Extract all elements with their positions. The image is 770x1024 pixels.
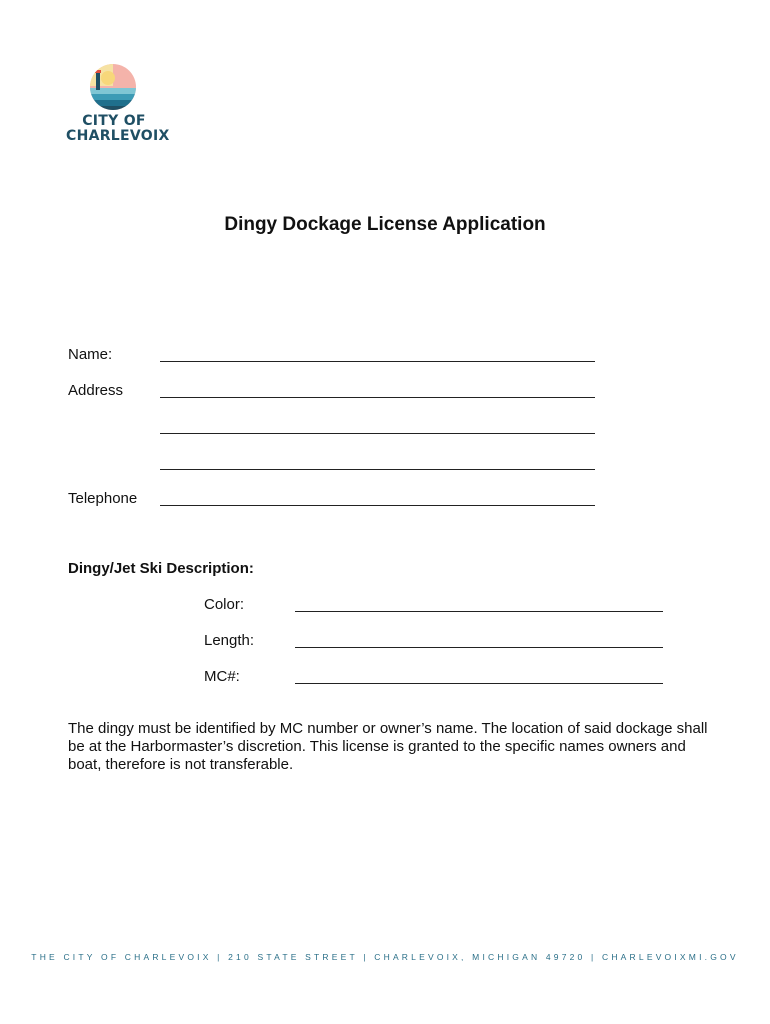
color-field[interactable] bbox=[295, 611, 663, 612]
address-field-line-1[interactable] bbox=[160, 397, 595, 398]
mc-number-label: MC#: bbox=[204, 668, 240, 685]
telephone-field[interactable] bbox=[160, 505, 595, 506]
name-label: Name: bbox=[68, 346, 113, 363]
address-label: Address bbox=[68, 382, 124, 399]
description-section-title: Dingy/Jet Ski Description: bbox=[68, 560, 254, 577]
terms-paragraph: The dingy must be identified by MC number or owner’s name. The location of said dockage shall be at the Harbormaster’s discretion. This license is granted to the specific names owners and boat, therefore is not transferable. bbox=[68, 720, 708, 773]
logo-line-1: CITY OF bbox=[82, 113, 146, 129]
address-field-line-2[interactable] bbox=[160, 433, 595, 434]
length-label: Length: bbox=[204, 632, 255, 649]
length-field[interactable] bbox=[295, 647, 663, 648]
mc-number-field[interactable] bbox=[295, 683, 663, 684]
name-field[interactable] bbox=[160, 361, 595, 362]
telephone-label: Telephone bbox=[68, 490, 138, 507]
footer-address: THE CITY OF CHARLEVOIX | 210 STATE STREET | CHARLEVOIX, MICHIGAN 49720 | CHARLEVOIXMI.GOV bbox=[31, 952, 739, 962]
city-logo bbox=[66, 62, 170, 146]
page-title: Dingy Dockage License Application bbox=[224, 214, 546, 235]
address-field-line-3[interactable] bbox=[160, 469, 595, 470]
lighthouse-logo-icon bbox=[88, 62, 138, 112]
color-label: Color: bbox=[204, 596, 245, 613]
logo-line-2: CHARLEVOIX bbox=[66, 128, 170, 144]
